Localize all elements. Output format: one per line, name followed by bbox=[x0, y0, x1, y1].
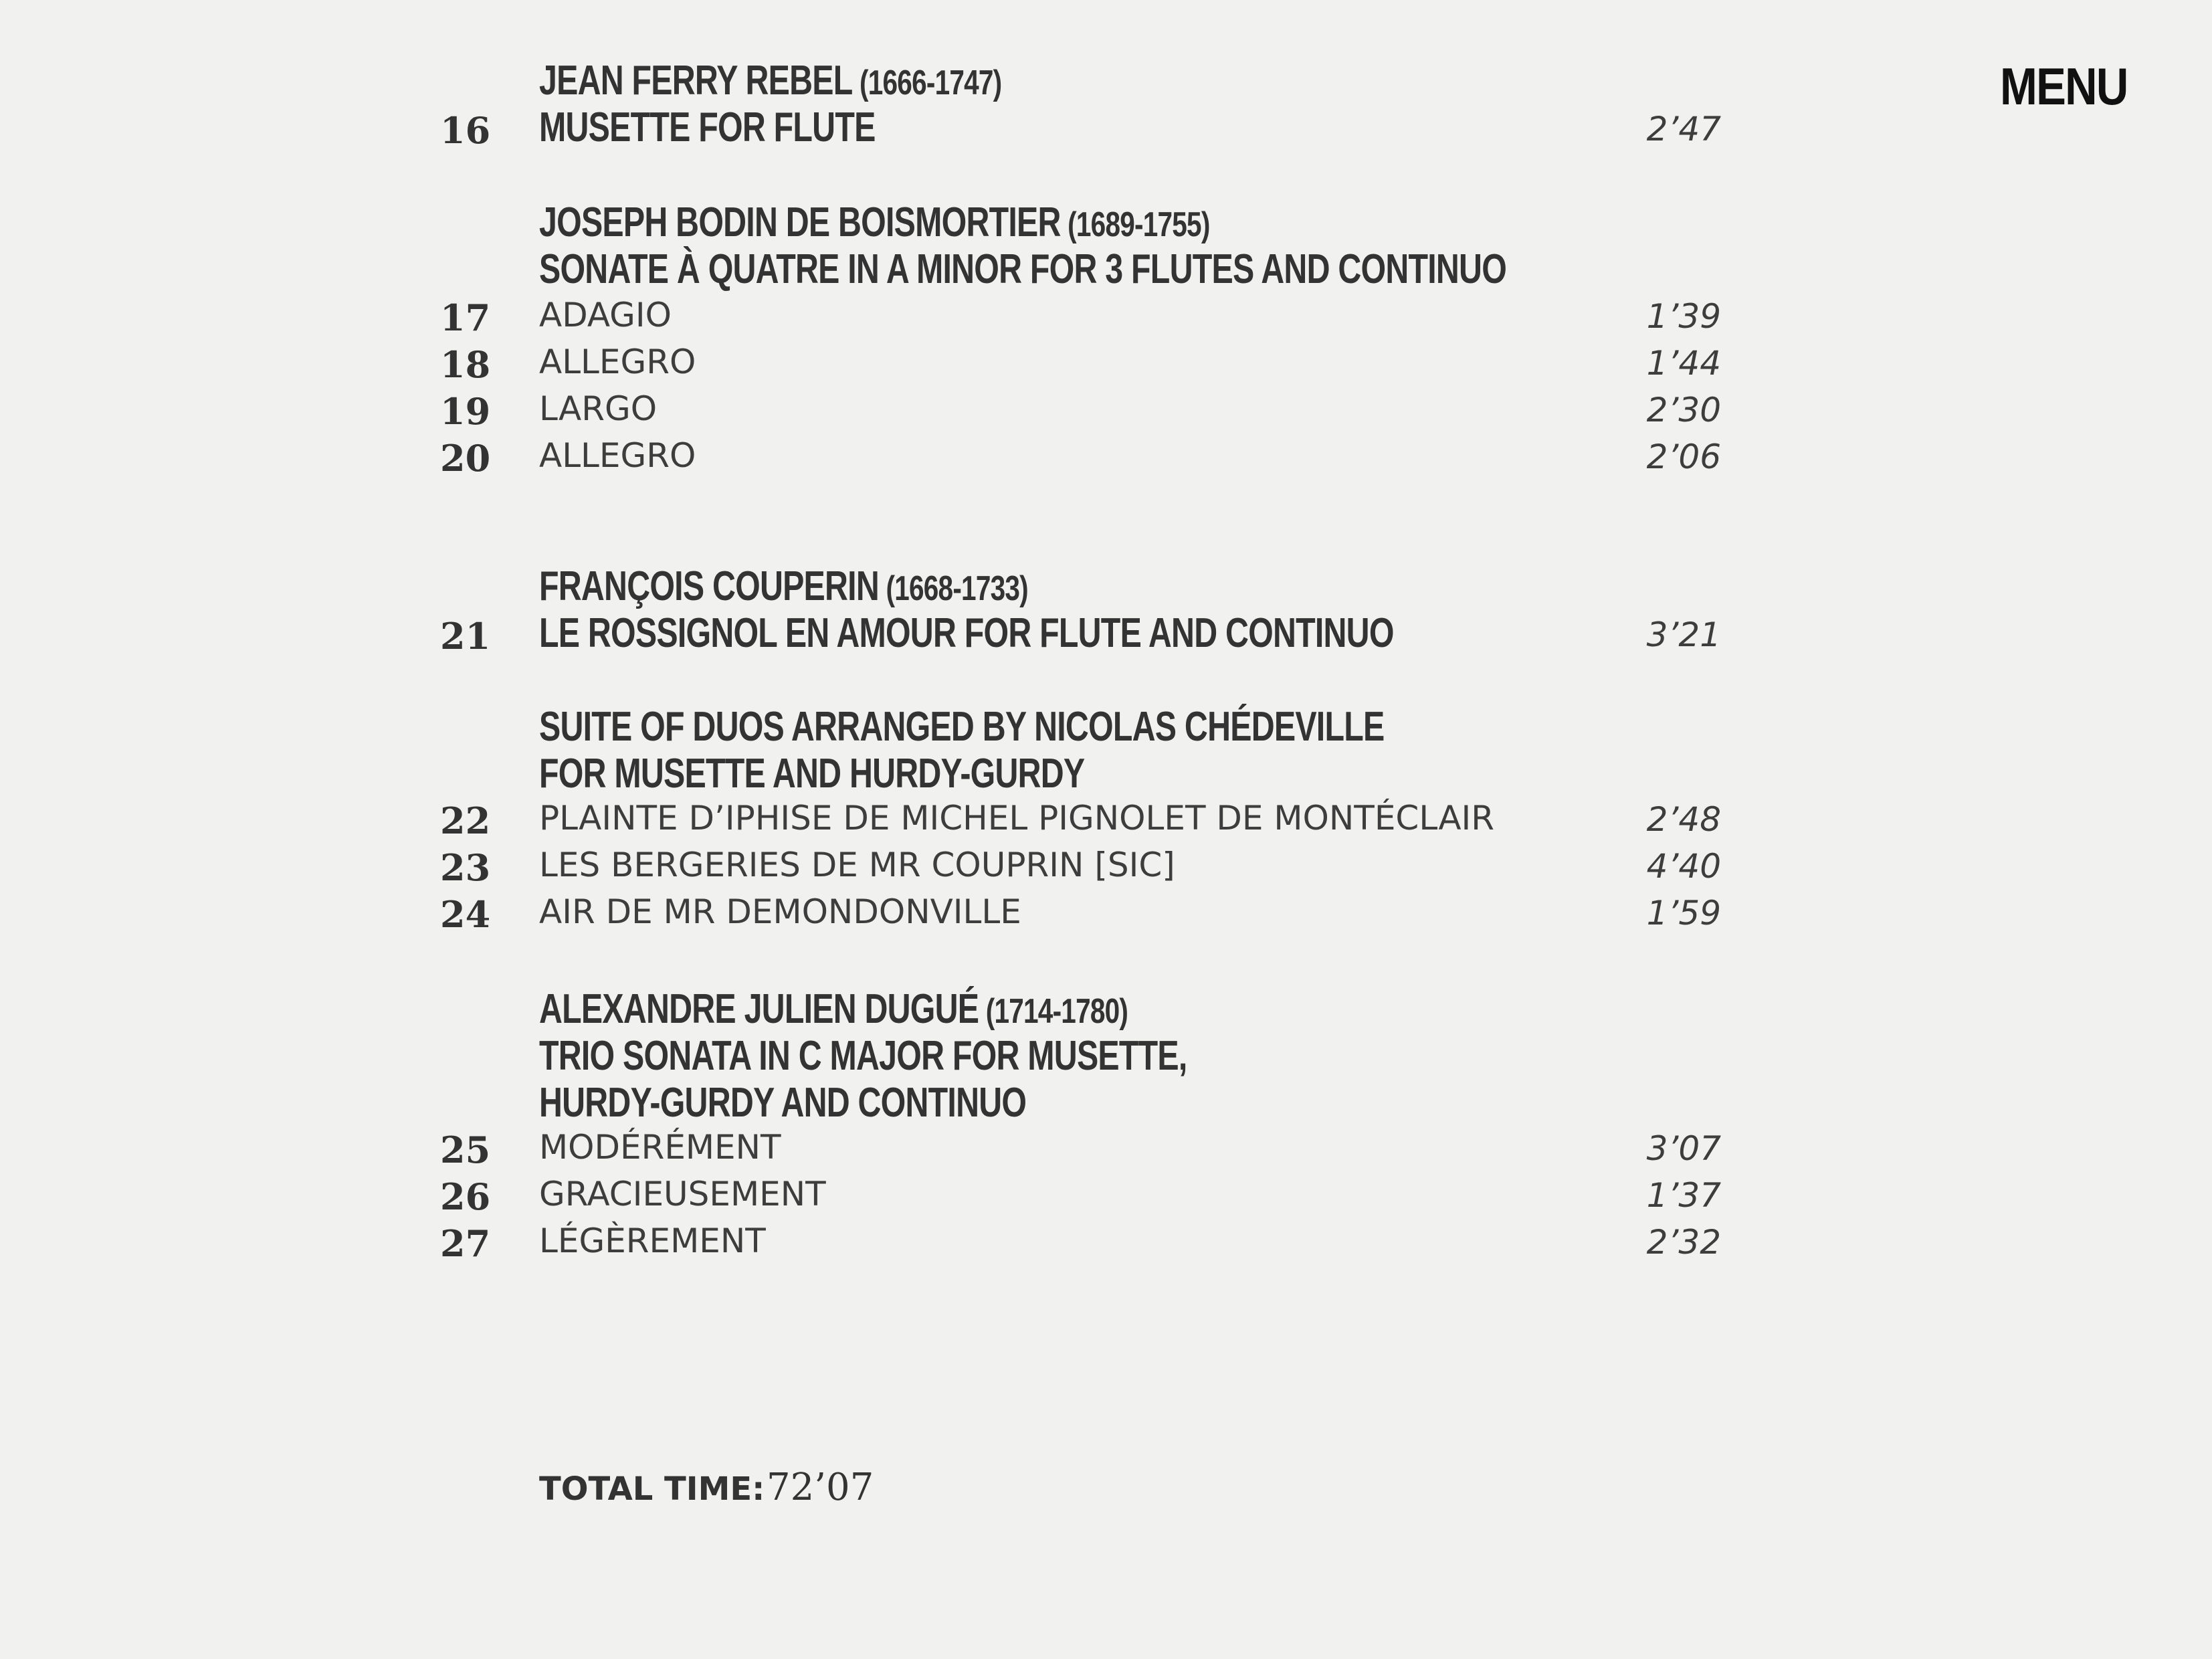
composer-years: (1668-1733) bbox=[878, 569, 1028, 608]
track-duration: 1’44 bbox=[1646, 344, 1721, 383]
composer-years: (1714-1780) bbox=[979, 992, 1128, 1031]
heading-text: ALEXANDRE JULIEN DUGUÉ bbox=[539, 986, 979, 1032]
track-duration: 1’59 bbox=[1646, 894, 1721, 933]
track-duration: 2’47 bbox=[1646, 110, 1721, 149]
track-number: 21 bbox=[440, 615, 491, 658]
heading-text: JEAN FERRY REBEL bbox=[539, 58, 853, 104]
composer-years: (1689-1755) bbox=[1060, 205, 1210, 244]
track-title: LES BERGERIES DE MR COUPRIN [SIC] bbox=[539, 846, 1175, 884]
heading-text: MUSETTE FOR FLUTE bbox=[539, 104, 876, 151]
track-number: 17 bbox=[440, 296, 491, 339]
track-title: ALLEGRO bbox=[539, 343, 696, 381]
heading-text: FOR MUSETTE AND HURDY-GURDY bbox=[539, 751, 1085, 797]
track-number: 27 bbox=[440, 1222, 491, 1265]
track-number: 18 bbox=[440, 343, 491, 386]
work-heading bbox=[539, 706, 1384, 748]
track-duration: 1’37 bbox=[1646, 1176, 1721, 1215]
work-heading bbox=[539, 610, 1394, 656]
total-time-value: 72’07 bbox=[767, 1466, 874, 1509]
track-title: MODÉRÉMENT bbox=[539, 1128, 781, 1167]
track-duration: 2’30 bbox=[1646, 391, 1721, 429]
track-number: 24 bbox=[440, 893, 491, 936]
work-heading bbox=[539, 753, 1084, 795]
track-title: PLAINTE D’IPHISE DE MICHEL PIGNOLET DE MONTÉCLAIR bbox=[539, 799, 1495, 838]
track-duration: 4’40 bbox=[1646, 847, 1721, 886]
total-time-label: TOTAL TIME: bbox=[539, 1470, 765, 1508]
track-number: 25 bbox=[440, 1129, 491, 1171]
composer-years: (1666-1747) bbox=[852, 64, 1002, 102]
track-title: LÉGÈREMENT bbox=[539, 1222, 766, 1260]
track-number: 19 bbox=[440, 390, 491, 433]
track-number: 23 bbox=[440, 846, 491, 889]
heading-text: HURDY-GURDY AND CONTINUO bbox=[539, 1080, 1027, 1126]
track-number: 26 bbox=[440, 1175, 491, 1218]
track-duration: 3’07 bbox=[1646, 1129, 1721, 1168]
work-heading bbox=[539, 199, 1210, 246]
heading-text: FRANÇOIS COUPERIN bbox=[539, 563, 879, 609]
track-title: LARGO bbox=[539, 389, 658, 428]
work-heading bbox=[539, 563, 1028, 609]
work-heading bbox=[539, 1082, 1026, 1124]
track-duration: 2’06 bbox=[1646, 437, 1721, 476]
work-heading bbox=[539, 986, 1128, 1032]
work-heading bbox=[539, 60, 1001, 102]
track-number: 22 bbox=[440, 799, 491, 842]
track-duration: 2’48 bbox=[1646, 800, 1721, 839]
heading-text: JOSEPH BODIN DE BOISMORTIER bbox=[539, 199, 1061, 246]
heading-text: SUITE OF DUOS ARRANGED BY NICOLAS CHÉDEVILLE bbox=[539, 704, 1385, 750]
track-title: GRACIEUSEMENT bbox=[539, 1175, 826, 1213]
track-title: ADAGIO bbox=[539, 296, 672, 334]
menu-button[interactable]: MENU bbox=[2000, 57, 2128, 116]
track-duration: 1’39 bbox=[1646, 297, 1721, 336]
track-title: ALLEGRO bbox=[539, 436, 696, 475]
heading-text: LE ROSSIGNOL EN AMOUR FOR FLUTE AND CONTINUO bbox=[539, 610, 1394, 656]
work-heading bbox=[539, 104, 876, 151]
track-title: AIR DE MR DEMONDONVILLE bbox=[539, 892, 1021, 931]
work-heading bbox=[539, 246, 1507, 292]
track-number: 20 bbox=[440, 437, 491, 480]
track-duration: 3’21 bbox=[1646, 615, 1721, 654]
track-duration: 2’32 bbox=[1646, 1223, 1721, 1262]
heading-text: SONATE À QUATRE IN A MINOR FOR 3 FLUTES AND CONTINUO bbox=[539, 246, 1507, 292]
work-heading bbox=[539, 1033, 1187, 1079]
track-number: 16 bbox=[440, 109, 491, 152]
heading-text: TRIO SONATA IN C MAJOR FOR MUSETTE, bbox=[539, 1033, 1187, 1079]
